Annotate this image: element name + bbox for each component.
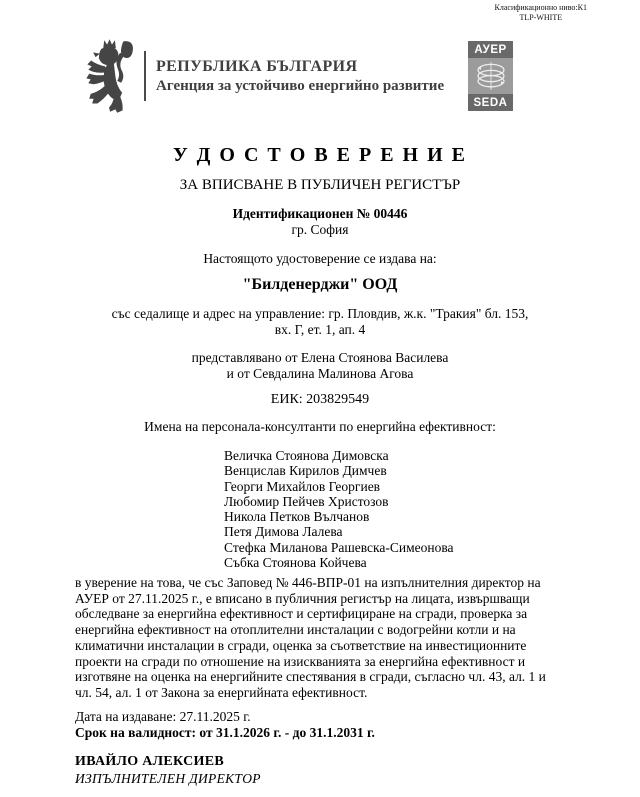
document-title: У Д О С Т О В Е Р Е Н И Е	[172, 144, 468, 166]
consultant-name: Венцислав Кирилов Димчев	[224, 463, 387, 479]
classification-marking	[495, 3, 587, 22]
agency-subtitle: Агенция за устойчиво енергийно развитие	[156, 77, 445, 94]
signer-title: ИЗПЪЛНИТЕЛЕН ДИРЕКТОР	[75, 771, 261, 786]
consultant-name: Събка Стоянова Койчева	[224, 555, 367, 571]
issue-date: Дата на издаване: 27.11.2025 г.	[75, 709, 251, 724]
identification-number: Идентификационен № 00446	[232, 206, 408, 221]
org-titles	[156, 57, 444, 96]
eik-number: ЕИК: 203829549	[270, 392, 370, 407]
document-subtitle: ЗА ВПИСВАНЕ В ПУБЛИЧЕН РЕГИСТЪР	[179, 177, 461, 193]
document-header	[82, 38, 513, 114]
seda-logo-bottom-label: SEDA	[468, 94, 513, 111]
republic-title: РЕПУБЛИКА БЪЛГАРИЯ	[156, 57, 358, 75]
consultant-name: Стефка Миланова Рашевска-Симеонова	[224, 539, 454, 555]
represented-by-line1: представлявано от Елена Стоянова Василева	[191, 350, 449, 365]
company-address-line2: вх. Г, ет. 1, ап. 4	[274, 321, 366, 337]
signer-name: ИВАЙЛО АЛЕКСИЕВ	[75, 754, 225, 769]
certification-paragraph: в уверение на това, че със Заповед № 446-ВПР-01 на изпълнителния директор на АУЕР от 27.11.2025 г., е вписано в публичния регистър на лицата, извършващи обследване за енергийна ефективност и сертифициране на сгради, проверка за енергийна ефективност на отоплителни инсталации с водогрейни котли и на климатични инсталации в сгради, оценка за съответствие на инвестиционните проекти на сгради по отношение на изискванията за енергийна ефективност и изготвяне на оценка на енергийните спестявания в сгради, съгласно чл. 43, ал. 1 и чл. 54, ал. 1 от Закона за енергийната ефективност.	[75, 575, 546, 700]
tlp-marking: TLP-WHITE	[519, 12, 563, 22]
issuing-city: гр. София	[291, 222, 349, 237]
represented-by	[0, 350, 640, 381]
seda-logo-middle	[468, 58, 513, 94]
validity-period: Срок на валидност: от 31.1.2026 г. - до 31.1.2031 г.	[75, 725, 375, 740]
consultant-name: Любомир Пейчев Христозов	[224, 493, 389, 509]
company-name: "Билденерджи" ООД	[242, 276, 398, 293]
consultant-name: Никола Петков Вълчанов	[224, 509, 370, 525]
header-separator	[144, 51, 146, 101]
consultants-list	[224, 448, 454, 570]
consultant-name: Величка Стоянова Димовска	[224, 448, 389, 463]
seda-logo	[468, 41, 513, 111]
bulgarian-lion-coat-of-arms-icon	[82, 39, 140, 113]
company-address	[0, 306, 640, 337]
issued-to-label: Настоящото удостоверение се издава на:	[203, 251, 437, 266]
seda-globe-icon	[472, 60, 510, 92]
consultant-name: Георги Михайлов Георгиев	[224, 478, 381, 494]
company-address-line1: със седалище и адрес на управление: гр. Пловдив, ж.к. "Тракия" бл. 153,	[111, 306, 529, 321]
represented-by-line2: и от Севдалина Малинова Агова	[226, 365, 414, 381]
classification-level: Класификационно ниво:К1	[494, 3, 587, 12]
consultants-label: Имена на персонала-консултанти по енергийна ефективност:	[144, 419, 496, 434]
seda-logo-top-label: АУЕР	[468, 41, 513, 58]
consultant-name: Петя Димова Лалева	[224, 524, 343, 540]
